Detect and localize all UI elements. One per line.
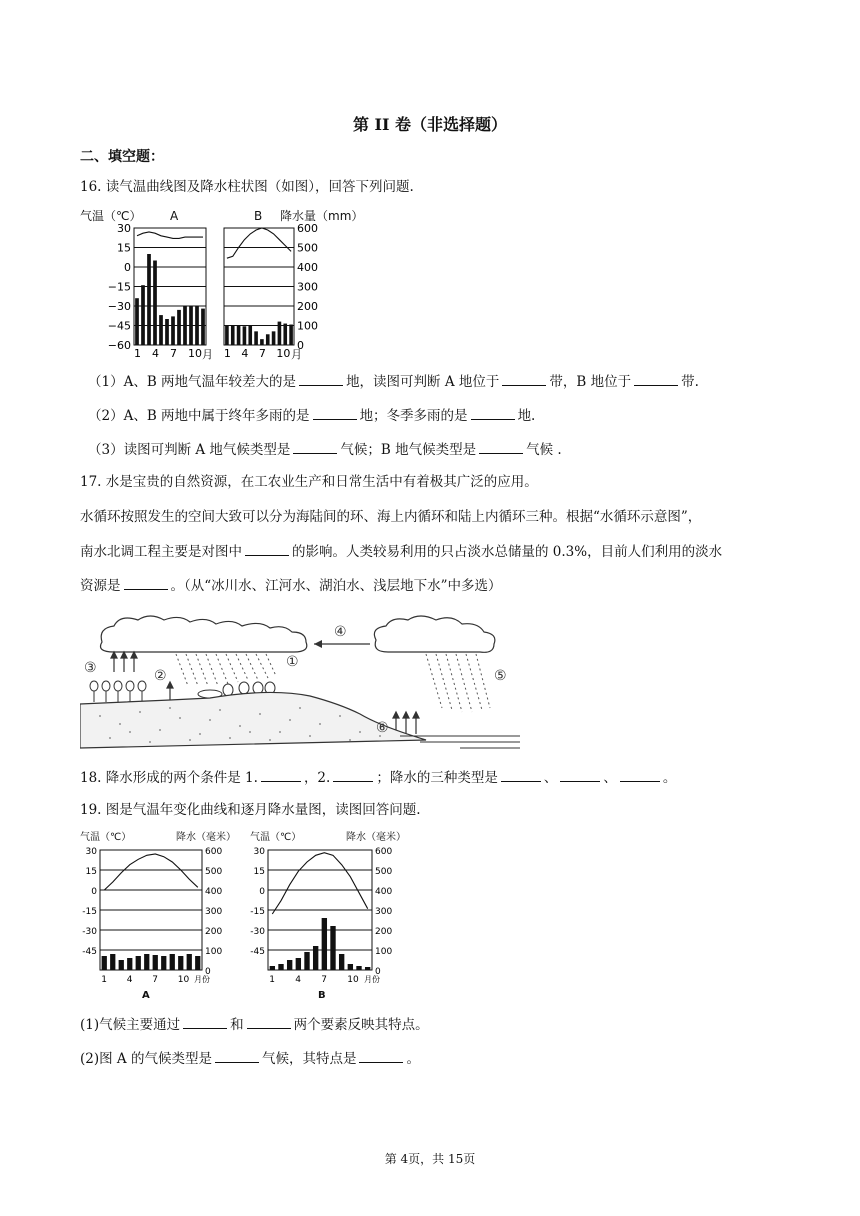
precip-bar xyxy=(189,306,193,345)
precip-bar xyxy=(278,322,282,345)
q18-line: 18. 降水形成的两个条件是 1. ，2. ；降水的三种类型是 、 、 。 xyxy=(80,767,676,788)
precip-bar xyxy=(102,956,107,970)
chart-b-caption: B xyxy=(318,990,326,1001)
precip-bar xyxy=(144,954,149,970)
precip-tick: 600 xyxy=(375,847,393,857)
precip-bar xyxy=(304,952,309,970)
answer-blank[interactable] xyxy=(501,767,541,782)
month-tick: 4 xyxy=(241,347,249,360)
precip-bar xyxy=(278,964,283,970)
precip-tick: 0 xyxy=(375,967,381,977)
month-tick: 7 xyxy=(258,347,266,360)
precip-tick: 100 xyxy=(375,947,393,957)
temp-axis-label-a: 气温（℃） xyxy=(80,832,132,843)
chart-a xyxy=(82,847,222,985)
q19-stem: 19. 图是气温年变化曲线和逐月降水量图，读图回答问题. xyxy=(80,802,421,818)
precip-tick: 500 xyxy=(375,867,393,877)
precip-bar xyxy=(266,334,270,345)
temp-tick: 0 xyxy=(91,887,97,897)
label-3: ③ xyxy=(84,660,97,676)
temp-tick: 15 xyxy=(253,867,265,877)
temp-axis-label-b: 气温（℃） xyxy=(250,832,302,843)
answer-blank[interactable] xyxy=(245,541,289,556)
temp-tick: −15 xyxy=(107,280,131,294)
page-footer: 第 4页，共 15页 xyxy=(384,1152,476,1166)
precip-tick: 400 xyxy=(375,887,393,897)
left-cloud xyxy=(101,616,307,652)
temp-tick: -30 xyxy=(82,927,97,937)
precip-bar xyxy=(287,960,292,970)
left-rain xyxy=(176,654,276,686)
chart-a xyxy=(108,222,206,360)
answer-blank[interactable] xyxy=(313,405,357,420)
precip-bar xyxy=(254,331,258,345)
temp-tick: 15 xyxy=(117,241,131,255)
precip-bar xyxy=(127,958,132,970)
precip-bar xyxy=(270,966,275,970)
precip-bar xyxy=(119,960,124,970)
month-tick: 7 xyxy=(170,347,177,360)
temp-tick: −45 xyxy=(107,319,131,333)
answer-blank[interactable] xyxy=(124,575,168,590)
temp-tick: -15 xyxy=(82,907,97,917)
month-tick: 1 xyxy=(269,975,276,985)
month-tick: 1 xyxy=(101,975,108,985)
answer-blank[interactable] xyxy=(479,439,523,454)
precip-bar xyxy=(248,326,252,346)
chart-a-label: A xyxy=(170,209,179,223)
precip-bar xyxy=(165,319,169,345)
q17-stem: 17. 水是宝贵的自然资源，在工农业生产和日常生活中有着极其广泛的应用。 xyxy=(80,474,538,490)
page-title: 第 II 卷（非选择题） xyxy=(352,115,508,134)
precip-bar xyxy=(272,331,276,345)
month-tick: 10 xyxy=(188,347,202,360)
precip-bar xyxy=(187,954,192,970)
precip-bar xyxy=(177,310,181,345)
answer-blank[interactable] xyxy=(299,371,343,386)
temp-tick: 30 xyxy=(117,222,131,235)
month-label-b: 月 xyxy=(291,348,302,361)
precip-bar xyxy=(322,918,327,970)
precip-tick: 300 xyxy=(205,907,223,917)
answer-blank[interactable] xyxy=(247,1014,291,1029)
section-heading: 二、填空题： xyxy=(80,149,164,165)
q19-line-2: (2)图 A 的气候类型是 气候，其特点是 。 xyxy=(80,1048,420,1069)
label-5: ⑤ xyxy=(494,668,507,684)
month-axis-label: 月份 xyxy=(194,975,210,984)
precip-tick: 0 xyxy=(205,967,211,977)
temp-tick: 0 xyxy=(259,887,265,897)
precip-bar xyxy=(296,958,301,970)
precip-tick: 200 xyxy=(375,927,393,937)
temperature-line xyxy=(227,228,291,258)
temp-tick: 30 xyxy=(253,847,265,857)
temp-tick: -15 xyxy=(250,907,265,917)
chart-a-caption: A xyxy=(142,990,150,1001)
precip-bar xyxy=(231,326,235,345)
temp-tick: 15 xyxy=(85,867,97,877)
precip-bar xyxy=(283,324,287,345)
right-rain xyxy=(426,654,490,712)
label-1: ① xyxy=(286,654,299,670)
land xyxy=(80,692,426,748)
precip-bar xyxy=(260,339,264,345)
precip-bar xyxy=(153,955,158,970)
precip-bar xyxy=(110,954,115,970)
precip-bar xyxy=(356,966,361,970)
precip-bar xyxy=(183,306,187,345)
q16-line-1: （1）A、B 两地气温年较差大的是 地，读图可判断 A 地位于 带，B 地位于 带. xyxy=(88,371,699,392)
temperature-line xyxy=(137,232,203,239)
month-tick: 1 xyxy=(134,347,141,360)
precip-bar xyxy=(159,315,163,345)
precip-bar xyxy=(136,956,141,970)
precip-bar xyxy=(365,967,370,970)
chart-b xyxy=(250,847,392,985)
answer-blank[interactable] xyxy=(183,1014,227,1029)
temperature-line xyxy=(272,853,367,914)
temp-tick: -45 xyxy=(82,947,97,957)
month-tick: 4 xyxy=(126,975,133,985)
precip-tick: 100 xyxy=(297,319,318,333)
answer-blank[interactable] xyxy=(359,1048,403,1063)
precip-bar xyxy=(243,326,247,345)
month-tick: 4 xyxy=(295,975,302,985)
answer-blank[interactable] xyxy=(620,767,660,782)
precip-bar xyxy=(313,946,318,970)
answer-blank[interactable] xyxy=(333,767,373,782)
precip-tick: 600 xyxy=(205,847,223,857)
chart-b xyxy=(224,222,318,360)
month-tick: 7 xyxy=(152,975,159,985)
answer-blank[interactable] xyxy=(293,439,337,454)
precip-bar xyxy=(178,956,183,970)
answer-blank[interactable] xyxy=(471,405,515,420)
arrow-4-head xyxy=(314,640,322,648)
label-4: ④ xyxy=(334,624,347,640)
temp-tick: -45 xyxy=(250,947,265,957)
label-6: ⑥ xyxy=(376,720,389,736)
precip-bar xyxy=(289,325,293,345)
temp-tick: 30 xyxy=(85,847,97,857)
precip-bar xyxy=(147,254,151,345)
q16-line-2: （2）A、B 两地中属于终年多雨的是 地；冬季多雨的是 地. xyxy=(88,405,535,426)
precip-axis-label: 降水量（mm） xyxy=(280,209,364,223)
month-tick: 10 xyxy=(276,347,291,360)
month-tick: 10 xyxy=(177,975,190,985)
temp-tick: 0 xyxy=(124,261,131,274)
temp-axis-label: 气温（℃） xyxy=(80,209,142,223)
month-tick: 1 xyxy=(223,347,231,360)
precip-bar xyxy=(237,326,241,345)
precip-bar xyxy=(153,261,157,346)
precip-tick: 200 xyxy=(205,927,223,937)
q16-climate-charts xyxy=(78,204,378,362)
precip-tick: 500 xyxy=(205,867,223,877)
chart-b-label: B xyxy=(254,209,263,223)
precip-bar xyxy=(171,316,175,345)
precip-bar xyxy=(141,285,145,345)
precip-tick: 400 xyxy=(297,261,318,274)
answer-blank[interactable] xyxy=(502,371,546,386)
q17-para-2: 南水北调工程主要是对图中 的影响。人类较易利用的只占淡水总储量的 0.3%，目前人们利用的淡水 xyxy=(80,541,722,562)
precip-tick: 0 xyxy=(297,339,304,352)
precip-bar xyxy=(195,956,200,970)
precip-tick: 100 xyxy=(205,947,223,957)
precip-bar xyxy=(330,926,335,970)
temp-tick: -30 xyxy=(250,927,265,937)
q17-para-1: 水循环按照发生的空间大致可以分为海陆间的环、海上内循环和陆上内循环三种。根据“水循环示意图”， xyxy=(80,509,702,525)
precip-bar xyxy=(195,306,199,345)
right-cloud xyxy=(374,616,495,652)
answer-blank[interactable] xyxy=(215,1048,259,1063)
q17-para-3: 资源是 。（从“冰川水、江河水、湖泊水、浅层地下水”中多选） xyxy=(80,575,502,596)
precip-bar xyxy=(339,954,344,970)
q16-stem: 16. 读气温曲线图及降水柱状图（如图），回答下列问题. xyxy=(80,179,414,195)
answer-blank[interactable] xyxy=(560,767,600,782)
precip-tick: 300 xyxy=(297,280,318,294)
q16-line-3: （3）读图可判断 A 地气候类型是 气候；B 地气候类型是 气候 . xyxy=(88,439,562,460)
precip-bar xyxy=(170,954,175,970)
precip-tick: 400 xyxy=(205,887,223,897)
precip-tick: 200 xyxy=(297,300,318,313)
answer-blank[interactable] xyxy=(634,371,678,386)
temp-tick: −60 xyxy=(107,339,131,352)
month-tick: 7 xyxy=(321,975,328,985)
q19-line-1: (1)气候主要通过 和 两个要素反映其特点。 xyxy=(80,1014,429,1035)
precip-tick: 600 xyxy=(297,222,318,235)
answer-blank[interactable] xyxy=(261,767,301,782)
water-cycle-diagram xyxy=(80,612,530,752)
precip-bar xyxy=(201,309,205,345)
temp-tick: −30 xyxy=(107,300,131,313)
month-tick: 10 xyxy=(347,975,359,985)
temperature-line xyxy=(104,854,198,890)
precip-bar xyxy=(161,956,166,970)
month-axis-label: 月份 xyxy=(364,975,380,984)
precip-tick: 300 xyxy=(375,907,393,917)
precip-tick: 500 xyxy=(297,241,318,255)
q19-climate-charts xyxy=(80,828,420,1004)
month-label-a: 月 xyxy=(202,348,213,361)
precip-bar xyxy=(348,964,353,970)
precip-bar xyxy=(135,298,139,345)
precip-bar xyxy=(225,326,229,346)
label-2: ② xyxy=(154,668,167,684)
precip-axis-label-b: 降水（毫米） xyxy=(346,832,406,843)
precip-axis-label-a: 降水（毫米） xyxy=(176,832,236,843)
month-tick: 4 xyxy=(152,347,159,360)
